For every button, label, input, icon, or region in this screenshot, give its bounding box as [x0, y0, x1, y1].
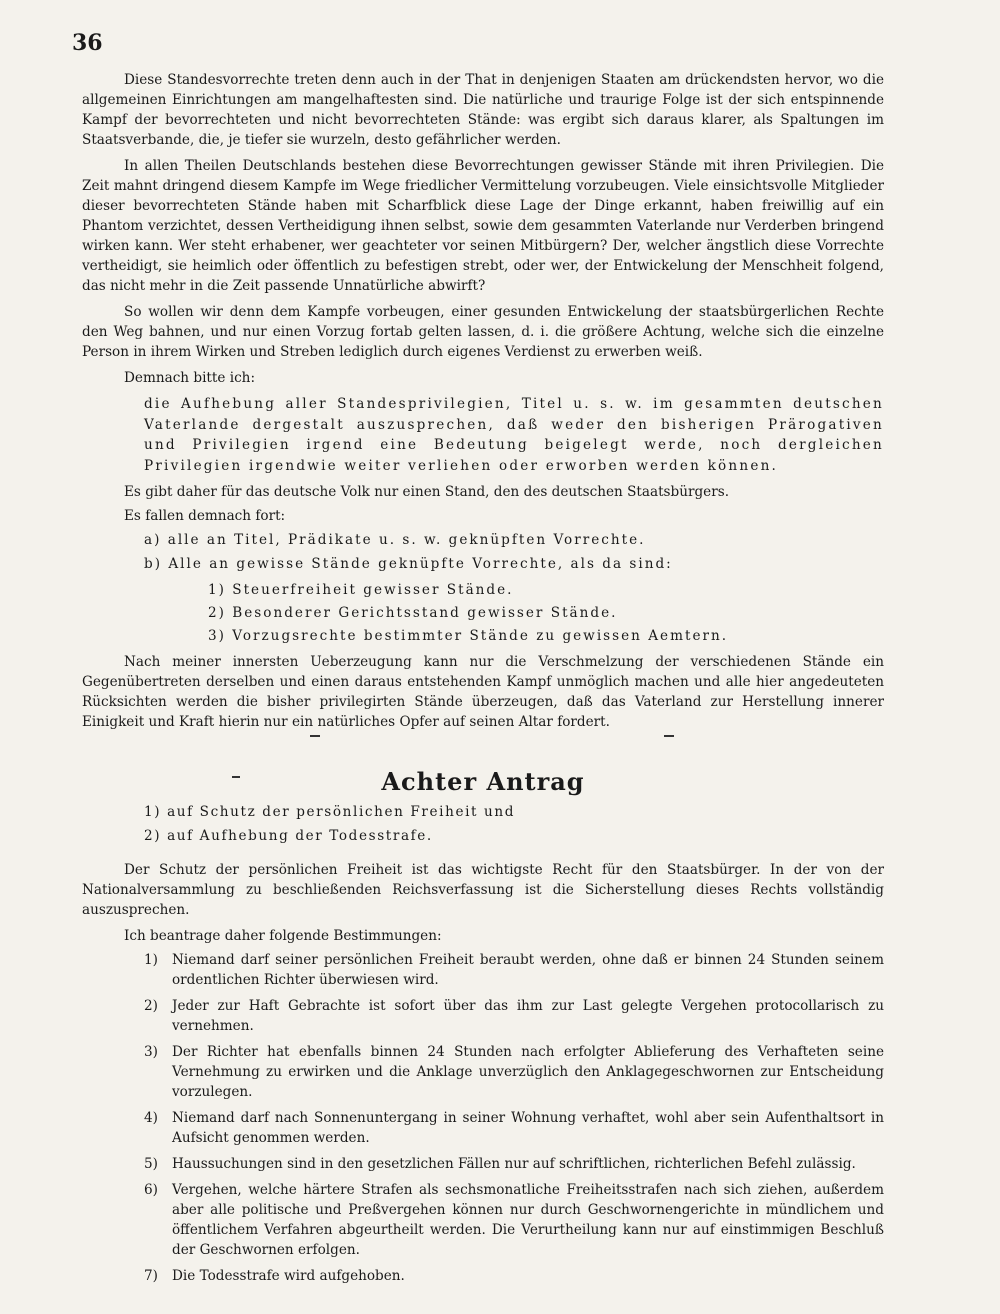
list-item: [144, 1266, 884, 1286]
list-item: [144, 1108, 884, 1148]
beantrage-line: Ich beantrage daher folgende Bestimmungen:: [124, 928, 442, 944]
item-number: 5): [144, 1156, 158, 1172]
page-body: [82, 70, 884, 1292]
item-text: Jeder zur Haft Gebrachte ist sofort über das ihm zur Last gelegte Vergehen protocollarisch zu vernehmen.: [172, 998, 884, 1034]
list-item: [144, 950, 884, 990]
list-item: [144, 996, 884, 1036]
item-number: 4): [144, 1110, 158, 1126]
paragraph-deutschland: In allen Theilen Deutschlands bestehen diese Bevorrechtungen gewisser Stände mit ihren Privilegien. Die Zeit mahnt dringend diesem Kampfe im Wege friedlicher Vermittelung vorzubeugen. Viele einsichtsvolle Mitglieder dieser bevorrechteten Stände haben mit Scharfblick diese Lage der Dinge erkannt, haben freiwillig auf ein Phantom verzichtet, dessen Vertheidigung ihnen selbst, sowie dem gesammten Vaterlande nur Verderben bringend wirken kann. Wer steht erhabener, wer geachteter vor seinen Mitbürgern? Der, welcher ängstlich diese Vorrechte vertheidigt, sie heimlich oder öffentlich zu befestigen strebt, oder wer, der Entwickelung der Menschheit folgend, das nicht mehr in die Zeit passende Unnatürliche abwirft?: [82, 158, 884, 294]
list-item: [144, 1154, 884, 1174]
list-item: [144, 1042, 884, 1102]
item-text: Die Todesstrafe wird aufgehoben.: [172, 1268, 405, 1284]
list-item: 2) Besonderer Gerichtsstand gewisser Stände.: [208, 605, 618, 621]
list-item: 1) Steuerfreiheit gewisser Stände.: [208, 582, 514, 598]
paragraph-kampf-vorbeugen: So wollen wir denn dem Kampfe vorbeugen, einer gesunden Entwickelung der staatsbürgerlichen Rechte den Weg bahnen, und nur einen Vorzug fortab gelten lassen, d. i. die größere Achtung, welche sich die einzelne Person in ihrem Wirken und Streben lediglich durch eigenes Verdienst zu erwerben weiß.: [82, 304, 884, 360]
item-text: Vergehen, welche härtere Strafen als sechsmonatliche Freiheitsstrafen nach sich ziehen, außerdem aber alle politische und Preßvergehen können nur durch Geschwornengerichte in mündlichem und öffentlichem Verfahren abgeurtheilt werden. Die Verurtheilung kann nur auf einstimmigen Beschluß der Geschwornen erfolgen.: [172, 1182, 884, 1258]
item-text: Der Richter hat ebenfalls binnen 24 Stunden nach erfolgter Ablieferung des Verhafteten seine Vernehmung zu erwirken und die Anklage unverzüglich den Anklagegeschwornen zur Entscheidung vorzulegen.: [172, 1044, 884, 1100]
fallen-line: Es fallen demnach fort:: [124, 508, 286, 524]
divider-dash: [664, 735, 674, 737]
item-number: 2): [144, 998, 158, 1014]
paragraph-schutz: Der Schutz der persönlichen Freiheit ist das wichtigste Recht für den Staatsbürger. In der von der Nationalversammlung zu beschließenden Reichsverfassung ist die Sicherstellung dieses Rechts vollständig auszusprechen.: [82, 862, 884, 918]
alpha-list: [144, 530, 884, 574]
list-item: b) Alle an gewisse Stände geknüpfte Vorrechte, als da sind:: [144, 556, 673, 572]
list-item: 3) Vorzugsrechte bestimmter Stände zu gewissen Aemtern.: [208, 628, 729, 644]
item-text: Niemand darf seiner persönlichen Freiheit beraubt werden, ohne daß er binnen 24 Stunden seinem ordentlichen Richter überwiesen wird.: [172, 952, 884, 988]
divider-dash: [310, 735, 320, 737]
paragraph-standesvorrechte: Diese Standesvorrechte treten denn auch in der That in denjenigen Staaten am drückendsten hervor, wo die allgemeinen Einrichtungen am mangelhaftesten sind. Die natürliche und traurige Folge ist der sich entspinnende Kampf der bevorrechteten und nicht bevorrechteten Stände: was ergibt sich daraus klarer, als Spaltungen im Staatsverbande, die, je tiefer sie wurzeln, desto gefährlicher werden.: [82, 72, 884, 148]
list-item: [144, 1180, 884, 1260]
numbered-list: [208, 580, 884, 646]
divider-dash: [232, 776, 240, 778]
heading-subitem: 2) auf Aufhebung der Todesstrafe.: [144, 828, 433, 844]
item-text: Haussuchungen sind in den gesetzlichen Fällen nur auf schriftlichen, richterlichen Befehl zulässig.: [172, 1156, 856, 1172]
item-number: 7): [144, 1268, 158, 1284]
bestimmungen-list: [144, 950, 884, 1286]
demnach-line: Demnach bitte ich:: [124, 370, 256, 386]
heading-subitem: 1) auf Schutz der persönlichen Freiheit und: [144, 804, 516, 820]
item-number: 3): [144, 1044, 158, 1060]
section-heading: Achter Antrag: [381, 767, 585, 796]
petition-text: die Aufhebung aller Standesprivilegien, Titel u. s. w. im gesammten deutschen Vaterlande dergestalt auszusprechen, daß weder den bisherigen Prärogativen und Privilegien irgend eine Bedeutung beigelegt werde, noch dergleichen Privilegien irgendwie weiter verliehen oder erworben werden können.: [144, 396, 884, 474]
page-number: 36: [72, 30, 103, 56]
item-number: 6): [144, 1182, 158, 1198]
item-text: Niemand darf nach Sonnenuntergang in seiner Wohnung verhaftet, wohl aber sein Aufenthaltsort in Aufsicht genommen werden.: [172, 1110, 884, 1146]
item-number: 1): [144, 952, 158, 968]
stand-line: Es gibt daher für das deutsche Volk nur einen Stand, den des deutschen Staatsbürgers.: [124, 484, 730, 500]
list-item: a) alle an Titel, Prädikate u. s. w. geknüpften Vorrechte.: [144, 532, 646, 548]
paragraph-ueberzeugung: Nach meiner innersten Ueberzeugung kann nur die Verschmelzung der verschiedenen Stände ein Gegenübertreten derselben und einen daraus entstehenden Kampf unmöglich machen und alle hier angedeuteten Rücksichten werden die bisher privilegirten Stände überzeugen, daß das Vaterland zur Herstellung innerer Einigkeit und Kraft hierin nur ein natürliches Opfer auf seinen Altar fordert.: [82, 654, 884, 730]
